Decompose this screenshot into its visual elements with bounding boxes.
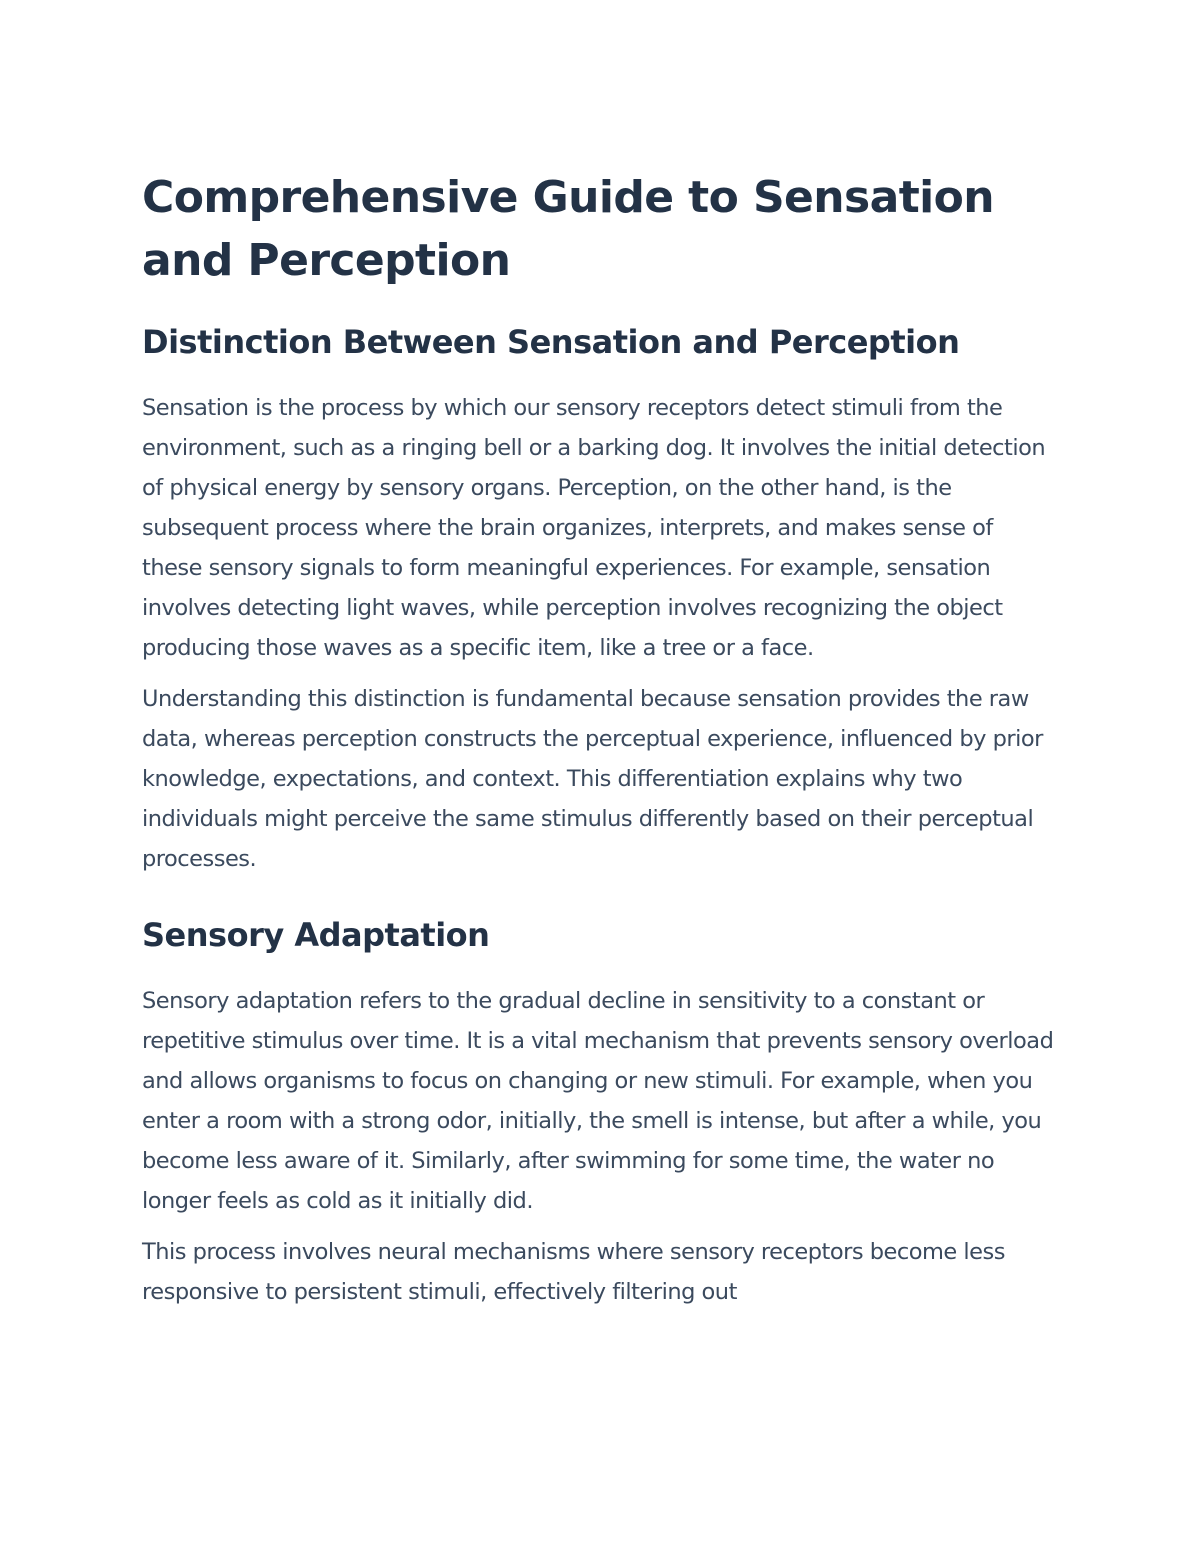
section-paragraph: Understanding this distinction is fundamental because sensation provides the raw data, whereas perception constructs the perceptual experience, influenced by prior knowledge, expectations, and context. This differentiation explains why two individuals might perceive the same stimulus differently based on their perceptual processes. [142,686,1043,872]
section-paragraph: Sensation is the process by which our sensory receptors detect stimuli from the environment, such as a ringing bell or a barking dog. It involves the initial detection of physical energy by sensory organs. Perception, on the other hand, is the subsequent process where the brain organizes, interprets, and makes sense of these sensory signals to form meaningful experiences. For example, sensation involves detecting light waves, while perception involves recognizing the object producing those waves as a specific item, like a tree or a face. [142,395,1046,661]
section-heading-sensory-adaptation: Sensory Adaptation [142,916,490,954]
section-paragraph: This process involves neural mechanisms where sensory receptors become less responsive to persistent stimuli, effectively filtering out [142,1239,1005,1305]
section-heading-distinction: Distinction Between Sensation and Perception [142,323,960,361]
section-paragraph: Sensory adaptation refers to the gradual decline in sensitivity to a constant or repetitive stimulus over time. It is a vital mechanism that prevents sensory overload and allows organisms to focus on changing or new stimuli. For example, when you enter a room with a strong odor, initially, the smell is intense, but after a while, you become less aware of it. Similarly, after swimming for some time, the water no longer feels as cold as it initially did. [142,988,1054,1214]
document-title: Comprehensive Guide to Sensation and Perception [142,172,994,286]
document-page [142,166,1057,1312]
